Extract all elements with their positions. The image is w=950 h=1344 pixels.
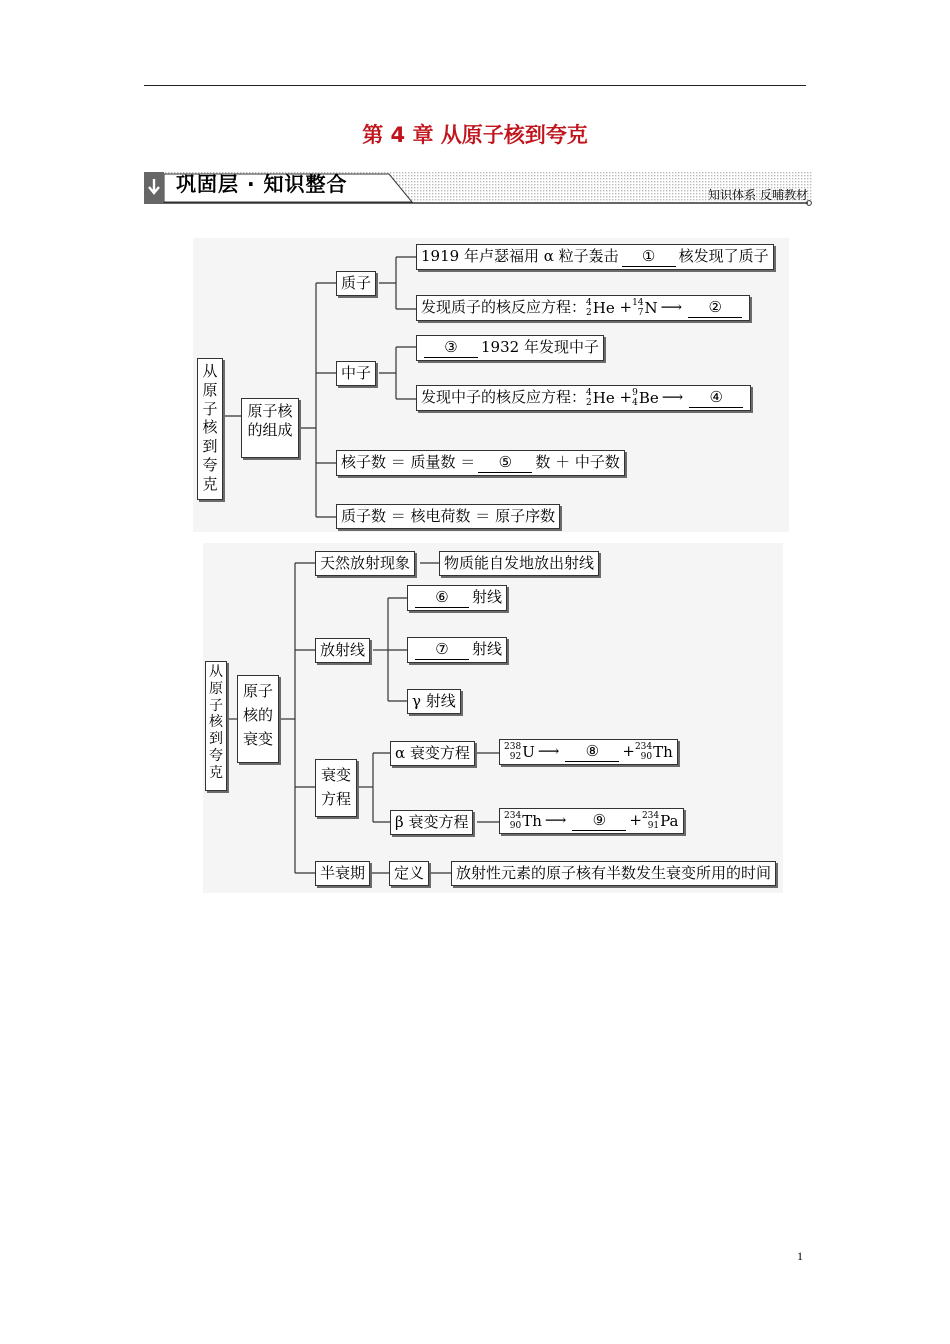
atomic-number: 4 xyxy=(632,398,638,408)
blank-7: ⑦ xyxy=(415,640,469,660)
root-label: 从原子核到夸克 xyxy=(202,362,218,493)
composition-label: 原子核的组成 xyxy=(247,402,293,439)
blank-5: ⑤ xyxy=(478,453,532,473)
proton-discovery-text: 1919 年卢瑟福用 α 粒子轰击 xyxy=(421,247,619,265)
natural-radioactivity-node: 天然放射现象 xyxy=(315,551,415,576)
atomic-number: 90 xyxy=(509,821,522,831)
neutron-discovery-text: 1932 年发现中子 xyxy=(481,338,599,356)
ray-box-7 xyxy=(407,637,507,663)
half-life-definition: 放射性元素的原子核有半数发生衰变所用的时间 xyxy=(451,861,776,886)
reaction-arrow: ⟶ xyxy=(660,298,683,316)
atomic-number: 2 xyxy=(586,398,592,408)
atomic-number: 2 xyxy=(586,308,592,318)
nuclide-thorium xyxy=(635,742,673,762)
rays-node: 放射线 xyxy=(315,638,370,663)
chapter-title: 第 4 章 从原子核到夸克 xyxy=(362,123,588,147)
nuclide-nitrogen xyxy=(632,298,658,318)
atomic-number: 7 xyxy=(637,308,644,318)
atomic-number: 92 xyxy=(509,752,522,762)
diagram-composition xyxy=(193,238,789,532)
atomic-number: 91 xyxy=(647,821,660,831)
mass-number: 234 xyxy=(641,811,660,821)
element-symbol: Th xyxy=(522,811,542,830)
plus-sign: + xyxy=(619,388,633,406)
plus-sign: + xyxy=(619,298,633,316)
proton-discovery-suffix: 核发现了质子 xyxy=(678,247,769,265)
definition-node: 定义 xyxy=(389,861,429,886)
element-symbol: Be xyxy=(638,388,659,407)
proton-number-box: 质子数 ＝ 核电荷数 ＝ 原子序数 xyxy=(336,504,560,529)
composition-node xyxy=(241,398,299,458)
root-node xyxy=(205,661,227,791)
reaction-arrow: ⟶ xyxy=(544,811,567,829)
proton-node: 质子 xyxy=(336,271,376,296)
blank-6: ⑥ xyxy=(415,588,469,608)
element-symbol: U xyxy=(522,742,535,761)
decay-equation-node xyxy=(315,759,357,817)
nucleon-equation-prefix: 核子数 ＝ 质量数 ＝ xyxy=(341,453,476,471)
nuclide-beryllium xyxy=(632,388,659,408)
decay-node xyxy=(237,675,279,763)
plus-sign: + xyxy=(629,811,642,829)
element-symbol: N xyxy=(644,298,658,317)
reaction-arrow: ⟶ xyxy=(661,388,684,406)
top-rule xyxy=(144,85,806,86)
blank-9: ⑨ xyxy=(572,811,626,831)
nuclide-uranium xyxy=(504,742,535,762)
mass-number: 4 xyxy=(586,388,592,398)
alpha-decay-equation xyxy=(499,739,678,765)
proton-discovery-box xyxy=(416,244,774,270)
blank-2: ② xyxy=(688,298,742,318)
element-symbol: He xyxy=(592,388,615,407)
decay-equation-label: 衰变方程 xyxy=(320,766,351,808)
section-banner-subtitle: 知识体系 反哺教材 xyxy=(708,188,808,202)
proton-equation-box xyxy=(416,295,750,321)
nuclide-helium xyxy=(586,388,615,408)
nucleon-equation-suffix: 数 ＋ 中子数 xyxy=(535,453,620,471)
diagram-decay xyxy=(203,543,783,893)
reaction-arrow: ⟶ xyxy=(537,742,560,760)
nuclide-helium xyxy=(586,298,615,318)
blank-1: ① xyxy=(622,247,676,267)
mass-number: 238 xyxy=(504,742,522,752)
nuclide-protactinium xyxy=(642,811,679,831)
mass-number: 234 xyxy=(634,742,653,752)
decay-label: 原子核的衰变 xyxy=(242,682,273,748)
blank-4: ④ xyxy=(689,388,743,408)
blank-8: ⑧ xyxy=(565,742,619,762)
ray-label: 射线 xyxy=(472,640,503,658)
neutron-discovery-box xyxy=(416,335,604,361)
page-number: 1 xyxy=(797,1249,803,1263)
neutron-equation-prefix: 发现中子的核反应方程： xyxy=(421,388,587,406)
nuclide-thorium xyxy=(504,811,542,831)
alpha-decay-node: α 衰变方程 xyxy=(390,741,475,766)
natural-radioactivity-definition: 物质能自发地放出射线 xyxy=(439,551,599,576)
mass-number: 4 xyxy=(586,298,592,308)
mass-number: 234 xyxy=(504,811,522,821)
element-symbol: He xyxy=(592,298,615,317)
beta-decay-node: β 衰变方程 xyxy=(390,810,473,835)
ray-label: 射线 xyxy=(472,588,503,606)
neutron-node: 中子 xyxy=(336,361,376,386)
half-life-node: 半衰期 xyxy=(315,861,370,886)
gamma-ray-box: γ 射线 xyxy=(407,689,461,714)
blank-3: ③ xyxy=(424,338,478,358)
element-symbol: Pa xyxy=(660,811,679,830)
ray-box-6 xyxy=(407,585,507,611)
root-label: 从原子核到夸克 xyxy=(209,664,223,781)
mass-number: 14 xyxy=(632,298,644,308)
mass-number: 9 xyxy=(632,388,638,398)
proton-equation-prefix: 发现质子的核反应方程： xyxy=(421,298,587,316)
beta-decay-equation xyxy=(499,808,684,834)
section-banner-title: 巩固层 · 知识整合 xyxy=(176,172,348,196)
neutron-equation-box xyxy=(416,385,751,411)
nucleon-number-box xyxy=(336,450,625,476)
element-symbol: Th xyxy=(653,742,673,761)
plus-sign: + xyxy=(622,742,635,760)
atomic-number: 90 xyxy=(640,752,653,762)
root-node xyxy=(197,358,223,500)
